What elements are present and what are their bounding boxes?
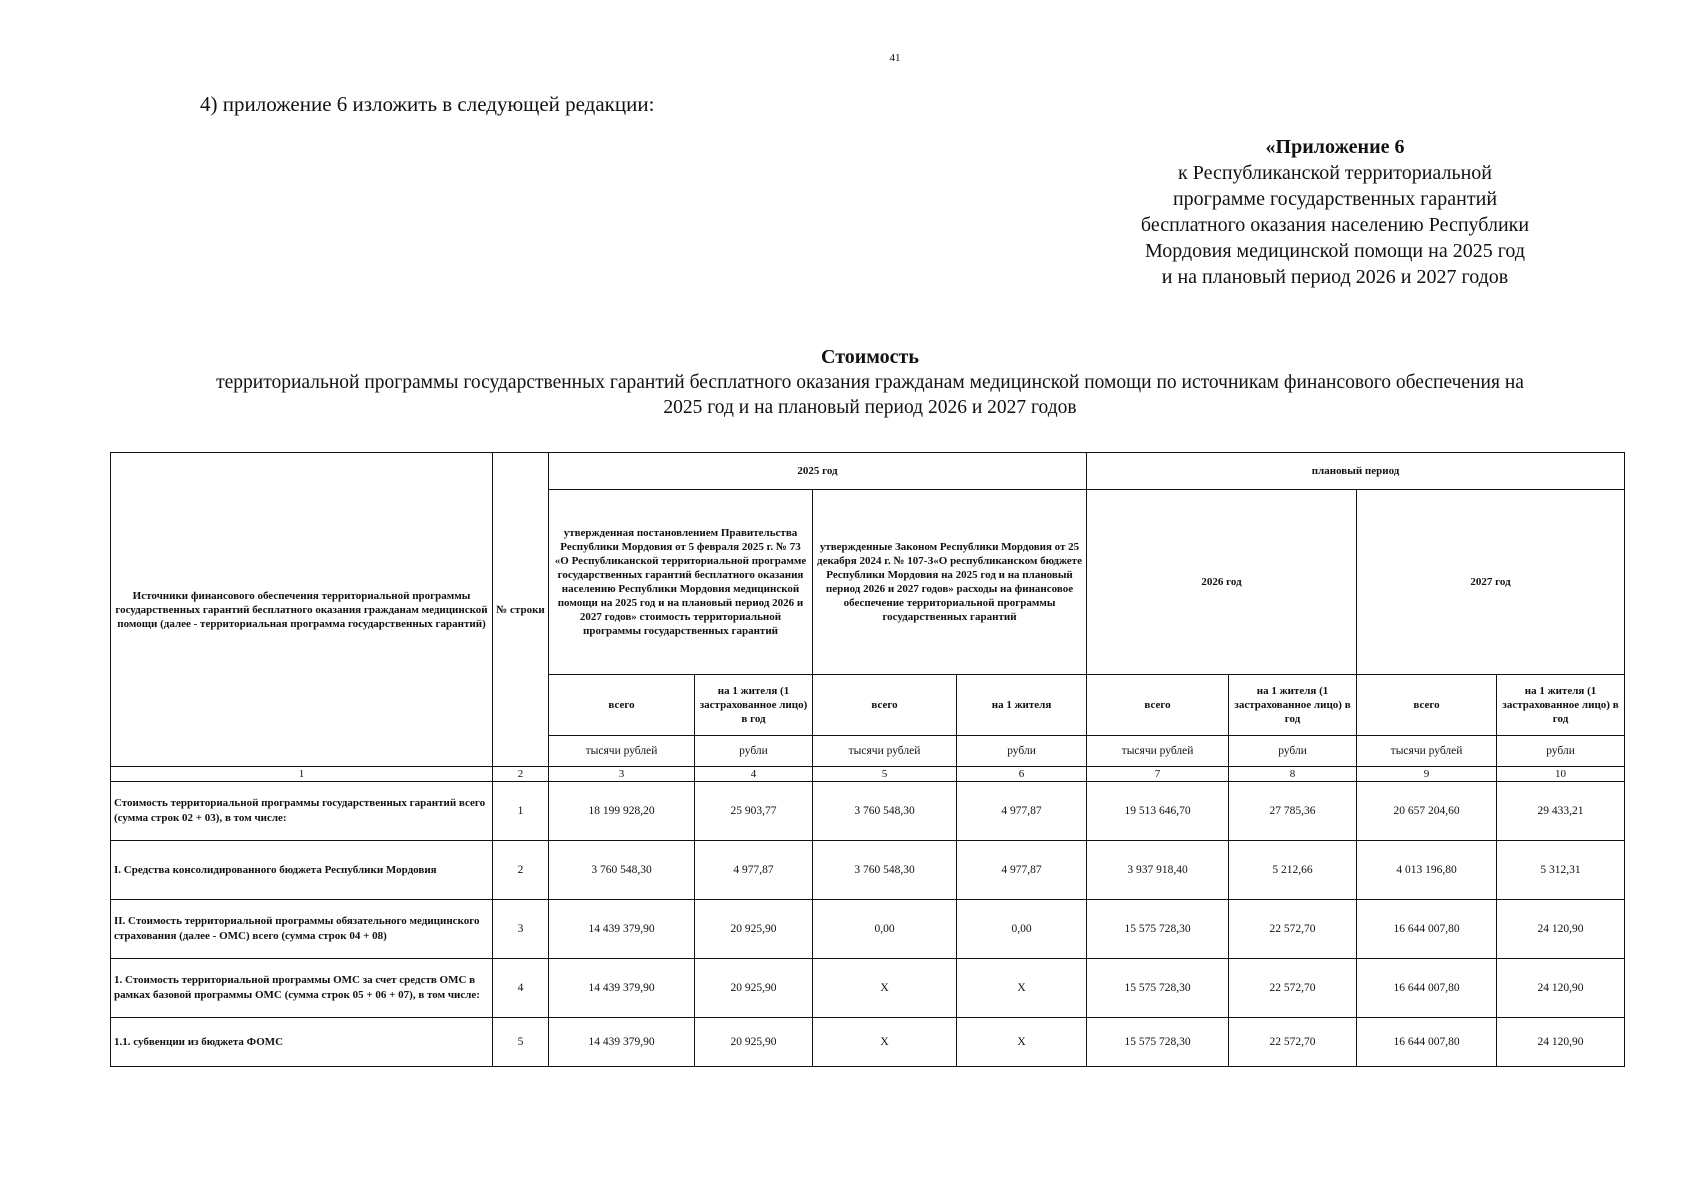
- unit-cell: рубли: [1497, 736, 1625, 767]
- value-cell: 4 977,87: [957, 841, 1087, 900]
- value-cell: X: [813, 959, 957, 1018]
- header-year-2026: 2026 год: [1087, 490, 1357, 675]
- row-number: 2: [493, 841, 549, 900]
- value-cell: 24 120,90: [1497, 959, 1625, 1018]
- subheader-cell: на 1 жителя (1 застрахованное лицо) в год: [1229, 675, 1357, 736]
- header-approved-law: утвержденные Законом Республики Мордовия от 25 декабря 2024 г. № 107-З«О республиканском бюджете Республики Мордовия на 2025 год и на плановый период 2026 и 2027 годов» расходы на финансовое обеспечение территориальной программы государственных гарантий: [813, 490, 1087, 675]
- table-row: [111, 841, 1625, 900]
- unit-cell: рубли: [695, 736, 813, 767]
- row-number: 5: [493, 1018, 549, 1067]
- column-number: 3: [549, 767, 695, 782]
- row-label: 1.1. субвенции из бюджета ФОМС: [111, 1018, 493, 1067]
- appendix-line: к Республиканской территориальной: [1178, 162, 1492, 184]
- value-cell: X: [957, 1018, 1087, 1067]
- table-row: [111, 782, 1625, 841]
- column-number: 7: [1087, 767, 1229, 782]
- value-cell: 27 785,36: [1229, 782, 1357, 841]
- value-cell: 20 925,90: [695, 900, 813, 959]
- appendix-line: программе государственных гарантий: [1172, 188, 1498, 210]
- value-cell: 4 013 196,80: [1357, 841, 1497, 900]
- appendix-line: и на плановый период 2026 и 2027 годов: [1161, 266, 1509, 288]
- column-number: 5: [813, 767, 957, 782]
- value-cell: 18 199 928,20: [549, 782, 695, 841]
- value-cell: 22 572,70: [1229, 959, 1357, 1018]
- value-cell: 3 760 548,30: [549, 841, 695, 900]
- value-cell: X: [813, 1018, 957, 1067]
- unit-cell: рубли: [1229, 736, 1357, 767]
- subheader-cell: на 1 жителя (1 застрахованное лицо) в год: [1497, 675, 1625, 736]
- value-cell: 14 439 379,90: [549, 1018, 695, 1067]
- appendix-line: Мордовия медицинской помощи на 2025 год: [1144, 240, 1526, 262]
- header-year-2027: 2027 год: [1357, 490, 1625, 675]
- row-number: 3: [493, 900, 549, 959]
- value-cell: 15 575 728,30: [1087, 959, 1229, 1018]
- subheader-cell: всего: [813, 675, 957, 736]
- unit-cell: тысячи рублей: [1357, 736, 1497, 767]
- value-cell: 14 439 379,90: [549, 959, 695, 1018]
- value-cell: 22 572,70: [1229, 1018, 1357, 1067]
- unit-cell: рубли: [957, 736, 1087, 767]
- intro-paragraph: 4) приложение 6 изложить в следующей редакции:: [200, 92, 655, 116]
- column-number: 6: [957, 767, 1087, 782]
- column-number: 10: [1497, 767, 1625, 782]
- appendix-header: [1080, 134, 1590, 290]
- subheader-cell: всего: [1087, 675, 1229, 736]
- column-number: 2: [493, 767, 549, 782]
- table-row: [111, 900, 1625, 959]
- value-cell: 25 903,77: [695, 782, 813, 841]
- header-approved-government: утвержденная постановлением Правительства Республики Мордовия от 5 февраля 2025 г. № 73 «О Республиканской территориальной программе государственных гарантий бесплатного оказания населению Республики Мордовия медицинской помощи на 2025 год и на плановый период 2026 и 2027 годов» стоимость территориальной программы государственных гарантий: [549, 490, 813, 675]
- subheader-cell: на 1 жителя (1 застрахованное лицо) в год: [695, 675, 813, 736]
- heading-subtitle-line1: территориальной программы государственных гарантий бесплатного оказания гражданам медицинской помощи по источникам финансового обеспечения на: [216, 372, 1524, 393]
- value-cell: 19 513 646,70: [1087, 782, 1229, 841]
- row-label: Стоимость территориальной программы государственных гарантий всего (сумма строк 02 + 03), в том числе:: [111, 782, 493, 841]
- value-cell: 14 439 379,90: [549, 900, 695, 959]
- header-source: Источники финансового обеспечения территориальной программы государственных гарантий бесплатного оказания гражданам медицинской помощи (далее - территориальная программа государственных гарантий): [111, 453, 493, 767]
- header-planned-period: плановый период: [1087, 453, 1625, 490]
- value-cell: 16 644 007,80: [1357, 900, 1497, 959]
- value-cell: 20 657 204,60: [1357, 782, 1497, 841]
- table-row: [111, 1018, 1625, 1067]
- heading-subtitle-line2: 2025 год и на плановый период 2026 и 2027 годов: [663, 397, 1077, 418]
- value-cell: 16 644 007,80: [1357, 1018, 1497, 1067]
- row-label: I. Средства консолидированного бюджета Республики Мордовия: [111, 841, 493, 900]
- header-row-number: № строки: [493, 453, 549, 767]
- row-number: 4: [493, 959, 549, 1018]
- row-number: 1: [493, 782, 549, 841]
- value-cell: 3 937 918,40: [1087, 841, 1229, 900]
- cost-table: [110, 452, 1625, 1067]
- value-cell: 4 977,87: [695, 841, 813, 900]
- heading-main: Стоимость: [821, 346, 919, 368]
- value-cell: 24 120,90: [1497, 900, 1625, 959]
- column-number: 4: [695, 767, 813, 782]
- column-number: 1: [111, 767, 493, 782]
- value-cell: 22 572,70: [1229, 900, 1357, 959]
- row-label: II. Стоимость территориальной программы обязательного медицинского страхования (далее - ОМС) всего (сумма строк 04 + 08): [111, 900, 493, 959]
- unit-cell: тысячи рублей: [813, 736, 957, 767]
- subheader-cell: всего: [549, 675, 695, 736]
- value-cell: 15 575 728,30: [1087, 1018, 1229, 1067]
- value-cell: 29 433,21: [1497, 782, 1625, 841]
- value-cell: 3 760 548,30: [813, 841, 957, 900]
- document-heading: [100, 344, 1640, 420]
- value-cell: 3 760 548,30: [813, 782, 957, 841]
- value-cell: 5 312,31: [1497, 841, 1625, 900]
- unit-cell: тысячи рублей: [1087, 736, 1229, 767]
- subheader-cell: всего: [1357, 675, 1497, 736]
- value-cell: X: [957, 959, 1087, 1018]
- value-cell: 20 925,90: [695, 959, 813, 1018]
- row-label: 1. Стоимость территориальной программы ОМС за счет средств ОМС в рамках базовой программы ОМС (сумма строк 05 + 06 + 07), в том числе:: [111, 959, 493, 1018]
- value-cell: 4 977,87: [957, 782, 1087, 841]
- value-cell: 15 575 728,30: [1087, 900, 1229, 959]
- appendix-line: бесплатного оказания населению Республики: [1140, 214, 1530, 236]
- value-cell: 24 120,90: [1497, 1018, 1625, 1067]
- value-cell: 16 644 007,80: [1357, 959, 1497, 1018]
- column-number: 9: [1357, 767, 1497, 782]
- table-row: [111, 959, 1625, 1018]
- value-cell: 0,00: [813, 900, 957, 959]
- header-year-2025: 2025 год: [549, 453, 1087, 490]
- subheader-cell: на 1 жителя: [957, 675, 1087, 736]
- unit-cell: тысячи рублей: [549, 736, 695, 767]
- value-cell: 20 925,90: [695, 1018, 813, 1067]
- appendix-title: «Приложение 6: [1265, 136, 1405, 158]
- column-number: 8: [1229, 767, 1357, 782]
- value-cell: 5 212,66: [1229, 841, 1357, 900]
- page-number: 41: [889, 52, 901, 64]
- value-cell: 0,00: [957, 900, 1087, 959]
